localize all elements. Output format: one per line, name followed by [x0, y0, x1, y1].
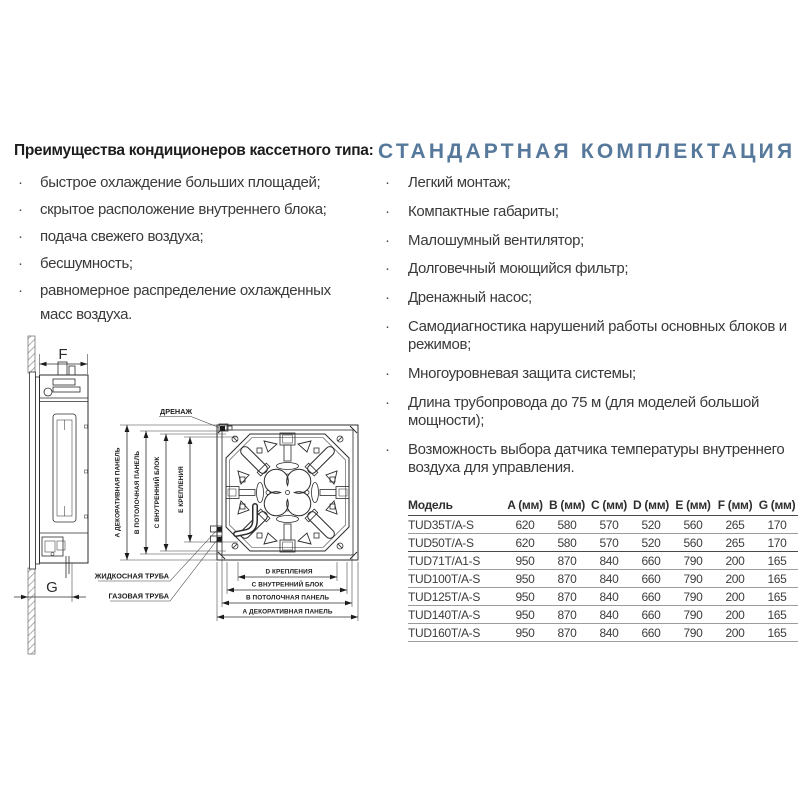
- feature-item: [378, 365, 792, 383]
- bullet-icon: ·: [385, 231, 390, 249]
- col-header-model: Модель: [408, 497, 504, 516]
- table-row: [408, 552, 798, 570]
- cell: 840: [588, 606, 630, 624]
- advantage-text: скрытое расположение внутреннего блока;: [40, 201, 327, 218]
- cell: 200: [714, 588, 756, 606]
- feature-text: Возможность выбора датчика температуры внутреннего воздуха для управления.: [408, 440, 785, 477]
- dim-c-vertical: С ВНУТРЕННИЙ БЛОК: [154, 456, 161, 529]
- col-header-a: A (мм): [504, 497, 546, 516]
- table-row: [408, 570, 798, 588]
- model-name: TUD35T/A-S: [408, 516, 504, 534]
- advantage-item: [14, 171, 352, 195]
- cell: 790: [672, 588, 714, 606]
- dim-e-vertical: Е КРЕПЛЕНИЯ: [178, 466, 185, 513]
- dim-b-vertical: В ПОТОЛОЧНАЯ ПАНЕЛЬ: [134, 450, 141, 535]
- cell: 660: [630, 606, 672, 624]
- advantage-text: бесшумность;: [40, 255, 133, 272]
- bullet-icon: ·: [18, 282, 23, 299]
- feature-text: Самодиагностика нарушений работы основных блоков и режимов;: [408, 317, 787, 354]
- bullet-icon: ·: [18, 228, 23, 245]
- dim-f: [40, 346, 88, 374]
- cell: 950: [504, 606, 546, 624]
- model-name: TUD50T/A-S: [408, 534, 504, 552]
- standard-package-title: СТАНДАРТНАЯ КОМПЛЕКТАЦИЯ: [378, 140, 796, 163]
- advantage-text: быстрое охлаждение больших площадей;: [40, 174, 321, 191]
- bullet-icon: ·: [18, 174, 23, 191]
- cell: 950: [504, 588, 546, 606]
- cell: 265: [714, 534, 756, 552]
- advantage-item: [14, 279, 352, 327]
- advantage-item: [14, 225, 352, 249]
- feature-text: Многоуровневая защита системы;: [408, 365, 636, 383]
- model-name: TUD140T/A-S: [408, 606, 504, 624]
- col-header-f: F (мм): [714, 497, 756, 516]
- bullet-icon: ·: [385, 440, 390, 458]
- model-name: TUD125T/A-S: [408, 588, 504, 606]
- dim-d-horizontal: D КРЕПЛЕНИЯ: [265, 568, 313, 576]
- cell: 950: [504, 570, 546, 588]
- cell: 870: [546, 552, 588, 570]
- cell: 660: [630, 588, 672, 606]
- cell: 620: [504, 516, 546, 534]
- feature-item: [378, 174, 792, 192]
- cell: 520: [630, 516, 672, 534]
- feature-text: Компактные габариты;: [408, 202, 559, 220]
- cell: 950: [504, 624, 546, 642]
- feature-item: [378, 232, 792, 250]
- cell: 790: [672, 624, 714, 642]
- horizontal-dimensions: [217, 557, 358, 621]
- feature-text: Дренажный насос;: [408, 289, 532, 307]
- cell: 560: [672, 534, 714, 552]
- table-row: [408, 516, 798, 534]
- cell: 870: [546, 624, 588, 642]
- table-row: [408, 606, 798, 624]
- standard-package-section: [378, 140, 796, 488]
- bullet-icon: ·: [385, 289, 390, 307]
- cell: 570: [588, 516, 630, 534]
- cell: 200: [714, 570, 756, 588]
- unit-body-side: [40, 375, 89, 563]
- table-row: [408, 624, 798, 642]
- cell: 840: [588, 588, 630, 606]
- cell: 580: [546, 534, 588, 552]
- cell: 200: [714, 606, 756, 624]
- advantage-item: [14, 198, 352, 222]
- feature-item: [378, 203, 792, 221]
- col-header-g: G (мм): [756, 497, 798, 516]
- unit-dimensions-diagram: [8, 330, 380, 678]
- cell: 870: [546, 606, 588, 624]
- table-row: [408, 588, 798, 606]
- cell: 520: [630, 534, 672, 552]
- bullet-icon: ·: [385, 260, 390, 278]
- cell: 165: [756, 588, 798, 606]
- advantages-title: Преимущества кондиционеров кассетного типа:: [14, 142, 374, 159]
- top-view: [94, 407, 358, 621]
- model-name: TUD160T/A-S: [408, 624, 504, 642]
- gas-pipe-callout-label: ГАЗОВАЯ ТРУБА: [108, 591, 169, 601]
- advantage-item: [14, 252, 352, 276]
- model-name: TUD71T/A1-S: [408, 552, 504, 570]
- cell: 660: [630, 624, 672, 642]
- liquid-pipe-callout-label: ЖИДКОСНАЯ ТРУБА: [94, 571, 169, 581]
- cell: 265: [714, 516, 756, 534]
- bullet-icon: ·: [385, 393, 390, 411]
- cell: 165: [756, 552, 798, 570]
- cell: 840: [588, 624, 630, 642]
- bullet-icon: ·: [18, 255, 23, 272]
- feature-item: [378, 289, 792, 307]
- cell: 570: [588, 534, 630, 552]
- feature-item: [378, 394, 792, 431]
- cell: 170: [756, 534, 798, 552]
- feature-item: [378, 260, 792, 278]
- feature-text: Долговечный моющийся фильтр;: [408, 260, 629, 278]
- table-row: [408, 534, 798, 552]
- ceiling-hatch: [28, 568, 35, 654]
- cell: 790: [672, 606, 714, 624]
- side-view: [14, 336, 88, 654]
- cell: 165: [756, 606, 798, 624]
- dimensions-table: [408, 497, 798, 642]
- dim-c-horizontal: С ВНУТРЕННИЙ БЛОК: [251, 581, 324, 589]
- cell: 200: [714, 552, 756, 570]
- feature-text: Малошумный вентилятор;: [408, 231, 584, 249]
- feature-item: [378, 318, 792, 355]
- model-name: TUD100T/A-S: [408, 570, 504, 588]
- cell: 165: [756, 570, 798, 588]
- cell: 950: [504, 552, 546, 570]
- fan-hub: [264, 469, 310, 515]
- feature-text: Легкий монтаж;: [408, 174, 511, 191]
- cell: 870: [546, 588, 588, 606]
- cell: 165: [756, 624, 798, 642]
- table-header-row: [408, 497, 798, 516]
- bullet-icon: ·: [18, 201, 23, 218]
- cell: 660: [630, 552, 672, 570]
- cell: 620: [504, 534, 546, 552]
- cell: 580: [546, 516, 588, 534]
- ceiling-hatch: [28, 336, 35, 373]
- col-header-e: E (мм): [672, 497, 714, 516]
- col-header-c: C (мм): [588, 497, 630, 516]
- feature-text: Длина трубопровода до 75 м (для моделей большой мощности);: [408, 393, 760, 430]
- drain-callout-label: ДРЕНАЖ: [160, 407, 193, 416]
- dim-g-label: G: [46, 579, 58, 596]
- dim-f-label: F: [58, 346, 68, 363]
- cell: 560: [672, 516, 714, 534]
- cell: 840: [588, 552, 630, 570]
- cell: 870: [546, 570, 588, 588]
- col-header-d: D (мм): [630, 497, 672, 516]
- cell: 790: [672, 552, 714, 570]
- bullet-icon: ·: [385, 365, 390, 383]
- advantage-text: равномерное распределение охлажденных масс воздуха.: [40, 282, 331, 323]
- cell: 790: [672, 570, 714, 588]
- dim-g: [14, 563, 86, 602]
- feature-item: [378, 441, 792, 478]
- advantages-section: [14, 142, 384, 330]
- bullet-icon: ·: [385, 202, 390, 220]
- standard-package-list: [378, 174, 792, 478]
- bullet-icon: ·: [385, 174, 390, 191]
- cell: 200: [714, 624, 756, 642]
- advantages-list: [14, 171, 384, 327]
- advantage-text: подача свежего воздуха;: [40, 228, 204, 245]
- cell: 170: [756, 516, 798, 534]
- cell: 840: [588, 570, 630, 588]
- col-header-b: B (мм): [546, 497, 588, 516]
- cell: 660: [630, 570, 672, 588]
- dim-a-vertical: А ДЕКОРАТИВНАЯ ПАНЕЛЬ: [114, 447, 122, 538]
- bullet-icon: ·: [385, 317, 390, 335]
- dim-b-horizontal: В ПОТОЛОЧНАЯ ПАНЕЛЬ: [245, 594, 330, 602]
- dim-a-horizontal: А ДЕКОРАТИВНАЯ ПАНЕЛЬ: [242, 608, 333, 616]
